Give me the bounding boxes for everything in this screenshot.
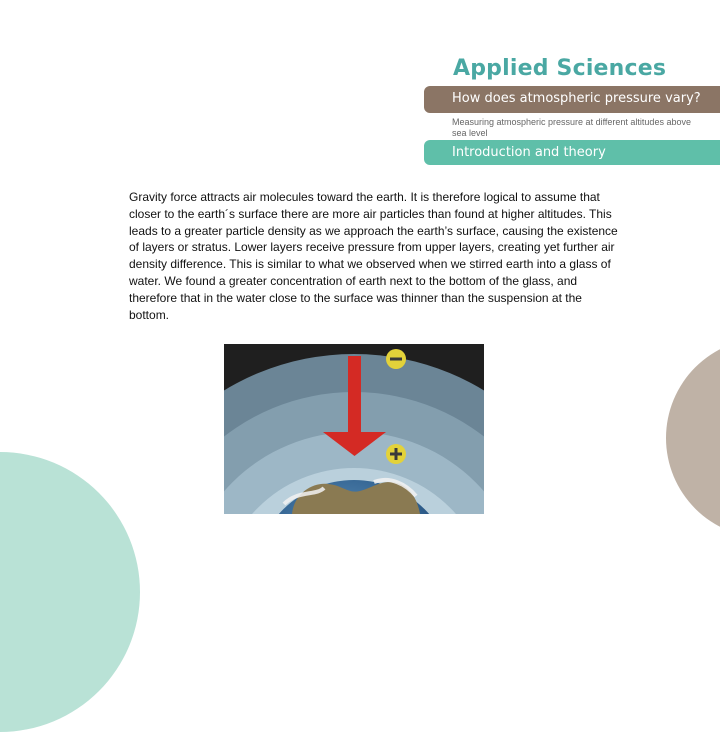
decorative-circle-right (666, 338, 720, 538)
section-title: Introduction and theory (452, 145, 606, 160)
decorative-circle-left (0, 452, 140, 732)
atmosphere-illustration (224, 344, 484, 514)
atmosphere-figure (224, 344, 484, 514)
question-text: How does atmospheric pressure vary? (452, 91, 701, 106)
section-banner (424, 140, 720, 165)
subtitle-text: Measuring atmospheric pressure at different altitudes above sea level (452, 117, 691, 138)
brand-title: Applied Sciences (453, 56, 667, 81)
question-banner (424, 86, 720, 113)
body-paragraph: Gravity force attracts air molecules toward the earth. It is therefore logical to assume that closer to the earth´s surface there are more air particles than found at higher altitudes. This leads to a greater particle density as we approach the earth’s surface, causing the existence of layers or stratus. Lower layers receive pressure from upper layers, creating yet further air density difference. This is similar to what we observed when we stirred earth into a glass of water. We found a greater concentration of earth next to the bottom of the glass, and therefore that in the water close to the surface was thinner than the suspension at the bottom. (129, 190, 618, 322)
